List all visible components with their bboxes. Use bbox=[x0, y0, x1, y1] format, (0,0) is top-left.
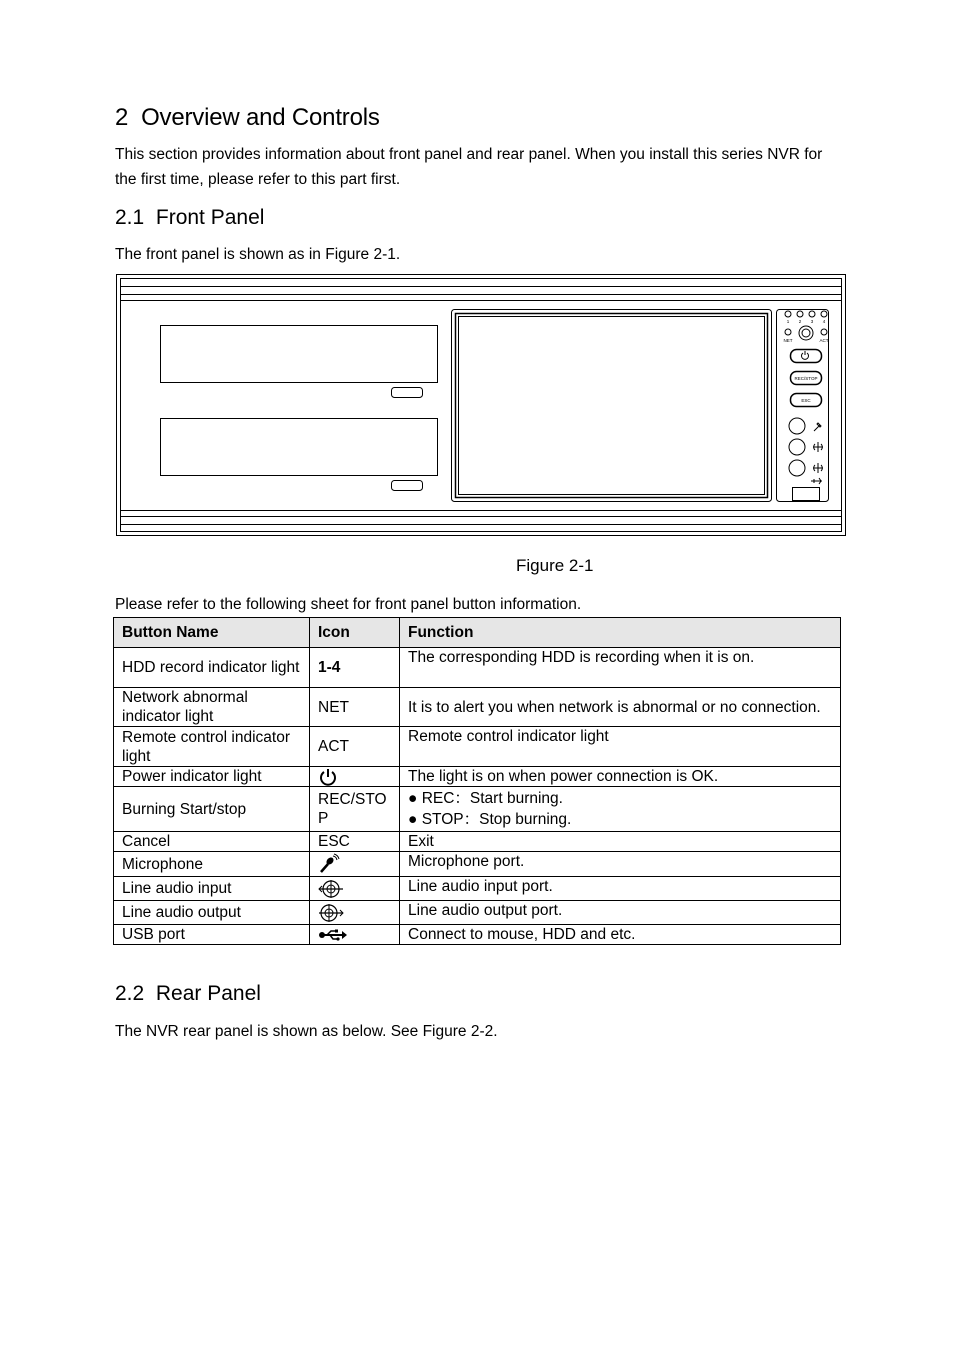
header-icon: Icon bbox=[310, 618, 400, 648]
led-label-1: 1 bbox=[786, 319, 790, 324]
table-row bbox=[114, 925, 841, 945]
row-name: Burning Start/stop bbox=[114, 787, 310, 832]
front-panel-number: 2.1 bbox=[115, 206, 145, 229]
section-heading bbox=[115, 104, 380, 132]
eject-button-2 bbox=[392, 481, 423, 491]
row-function: Microphone port. bbox=[400, 852, 841, 877]
table-header-row bbox=[114, 618, 841, 648]
net-label: NET bbox=[783, 338, 793, 343]
row-icon: 1-4 bbox=[310, 648, 400, 688]
audio-in-jack bbox=[789, 439, 805, 455]
row-name: Line audio output bbox=[114, 901, 310, 925]
row-function: The light is on when power connection is OK. bbox=[400, 767, 841, 787]
row-function bbox=[400, 787, 841, 832]
row-icon bbox=[310, 901, 400, 925]
header-button-name: Button Name bbox=[114, 618, 310, 648]
act-label: ACT bbox=[819, 338, 829, 343]
table-row bbox=[114, 901, 841, 925]
led-label-2: 2 bbox=[798, 319, 802, 324]
front-panel-heading bbox=[115, 206, 264, 230]
rear-panel-heading bbox=[115, 982, 261, 1006]
audio-out-icon bbox=[318, 903, 344, 923]
usb-icon bbox=[318, 928, 348, 942]
row-icon bbox=[310, 767, 400, 787]
table-row bbox=[114, 767, 841, 787]
row-name: USB port bbox=[114, 925, 310, 945]
front-panel-title: Front Panel bbox=[155, 206, 265, 229]
function-bullet bbox=[408, 788, 832, 809]
row-name: Remote control indicator light bbox=[114, 727, 310, 767]
audio-out-jack bbox=[789, 460, 805, 476]
table-row bbox=[114, 648, 841, 688]
table-row bbox=[114, 852, 841, 877]
microphone-jack bbox=[789, 418, 805, 434]
power-button bbox=[791, 350, 822, 363]
lcd-screen-bezel bbox=[452, 310, 772, 502]
row-icon bbox=[310, 925, 400, 945]
row-name: Cancel bbox=[114, 832, 310, 852]
function-bullet bbox=[408, 809, 832, 830]
front-panel-intro: The front panel is shown as in Figure 2-1. bbox=[115, 246, 401, 263]
table-row bbox=[114, 727, 841, 767]
row-icon bbox=[310, 877, 400, 901]
row-icon bbox=[310, 852, 400, 877]
row-function: Connect to mouse, HDD and etc. bbox=[400, 925, 841, 945]
section-intro: This section provides information about front panel and rear panel. When you install this series NVR for the first time, please refer to this part first. bbox=[115, 146, 823, 188]
microphone-icon bbox=[318, 853, 340, 875]
row-function: Remote control indicator light bbox=[400, 727, 841, 767]
rear-panel-number: 2.2 bbox=[115, 982, 145, 1005]
table-row bbox=[114, 688, 841, 727]
row-name: Power indicator light bbox=[114, 767, 310, 787]
function-item-rec: REC：Start burning. bbox=[421, 790, 563, 807]
power-icon bbox=[318, 768, 338, 786]
eject-button-1 bbox=[392, 388, 423, 398]
led-label-4: 4 bbox=[822, 319, 826, 324]
figure-caption: Figure 2-1 bbox=[516, 556, 594, 575]
table-row bbox=[114, 877, 841, 901]
table-row bbox=[114, 832, 841, 852]
row-name: HDD record indicator light bbox=[114, 648, 310, 688]
row-name: Line audio input bbox=[114, 877, 310, 901]
rear-panel-title: Rear Panel bbox=[155, 982, 261, 1005]
row-icon: REC/STOP bbox=[310, 787, 400, 832]
audio-in-icon bbox=[318, 879, 344, 899]
rec-stop-label: REC/STOP bbox=[794, 376, 818, 381]
esc-label: ESC bbox=[801, 398, 811, 403]
row-icon: ESC bbox=[310, 832, 400, 852]
row-icon: NET bbox=[310, 688, 400, 727]
bullet-icon: ● bbox=[408, 790, 418, 807]
row-function: It is to alert you when network is abnormal or no connection. bbox=[400, 688, 841, 727]
usb-port bbox=[793, 488, 820, 501]
section-number: 2 bbox=[115, 104, 129, 131]
row-function: The corresponding HDD is recording when it is on. bbox=[400, 648, 841, 688]
bullet-icon: ● bbox=[408, 811, 418, 828]
button-info-table bbox=[113, 617, 841, 945]
row-name: Network abnormal indicator light bbox=[114, 688, 310, 727]
row-function: Line audio input port. bbox=[400, 877, 841, 901]
rear-panel-intro: The NVR rear panel is shown as below. See Figure 2-2. bbox=[115, 1023, 498, 1040]
function-item-stop: STOP：Stop burning. bbox=[421, 811, 572, 828]
row-icon: ACT bbox=[310, 727, 400, 767]
row-function: Line audio output port. bbox=[400, 901, 841, 925]
row-name: Microphone bbox=[114, 852, 310, 877]
hdd-bay-2 bbox=[161, 419, 438, 476]
table-intro: Please refer to the following sheet for front panel button information. bbox=[115, 596, 582, 613]
led-label-3: 3 bbox=[810, 319, 814, 324]
front-panel-figure bbox=[114, 272, 848, 538]
table-row bbox=[114, 787, 841, 832]
row-function: Exit bbox=[400, 832, 841, 852]
header-function: Function bbox=[400, 618, 841, 648]
hdd-bay-1 bbox=[161, 326, 438, 383]
section-title: Overview and Controls bbox=[141, 104, 380, 131]
